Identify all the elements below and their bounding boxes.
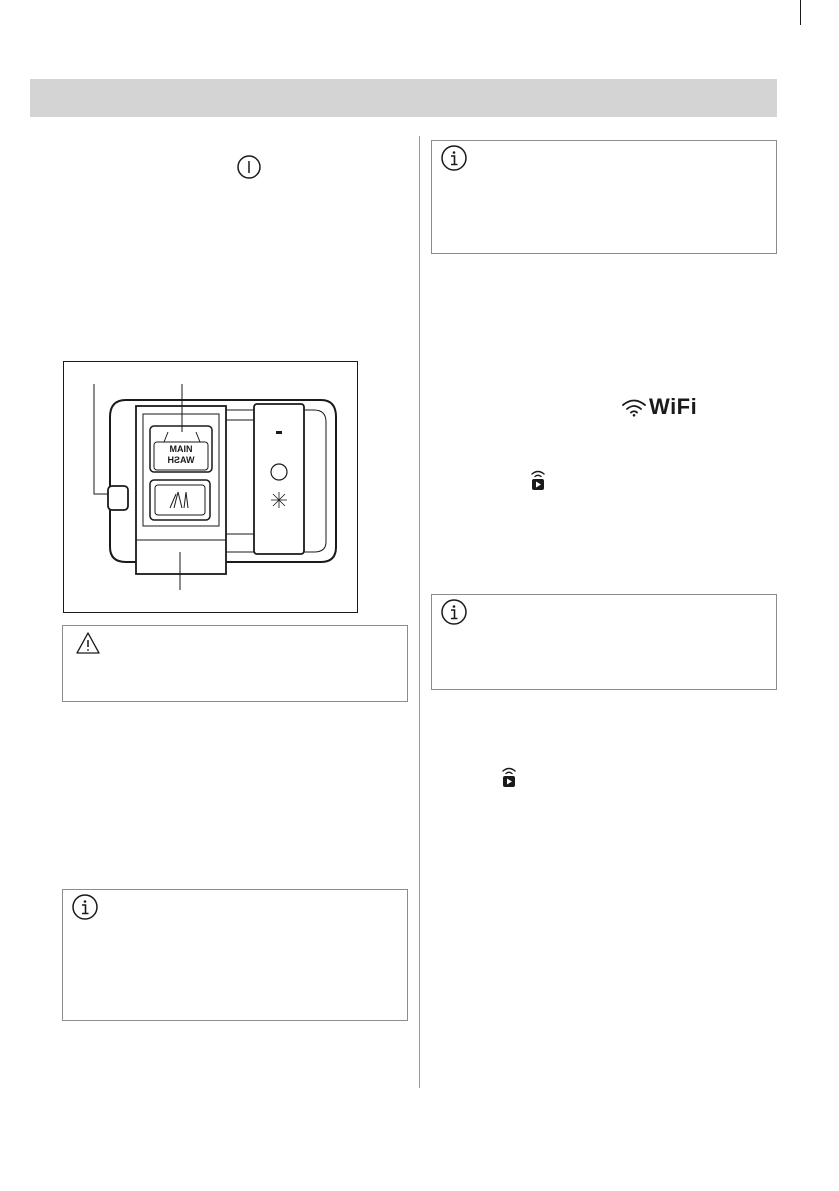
info-icon [440, 598, 468, 626]
dispenser-illustration [64, 362, 359, 614]
dispenser-figure [63, 361, 358, 613]
warning-triangle-icon [75, 631, 101, 655]
wifi-icon [621, 397, 647, 417]
info-icon [71, 893, 99, 921]
info-box-right-middle [431, 594, 777, 690]
main-wash-label-line1: MAIN [169, 444, 193, 454]
remote-start-icon [528, 469, 548, 491]
section-header-bar [30, 79, 777, 117]
wifi-label: WiFi [649, 394, 698, 419]
remote-start-icon [499, 766, 519, 788]
info-icon [440, 144, 468, 172]
main-wash-label-line2: WASH [167, 455, 195, 465]
page-edge-line [800, 0, 801, 25]
column-divider [419, 136, 420, 1088]
main-wash-label [154, 444, 208, 466]
power-symbol-icon [236, 154, 262, 180]
info-box-left [62, 889, 408, 1021]
info-box-right-top [431, 140, 777, 254]
warning-box [62, 625, 408, 702]
